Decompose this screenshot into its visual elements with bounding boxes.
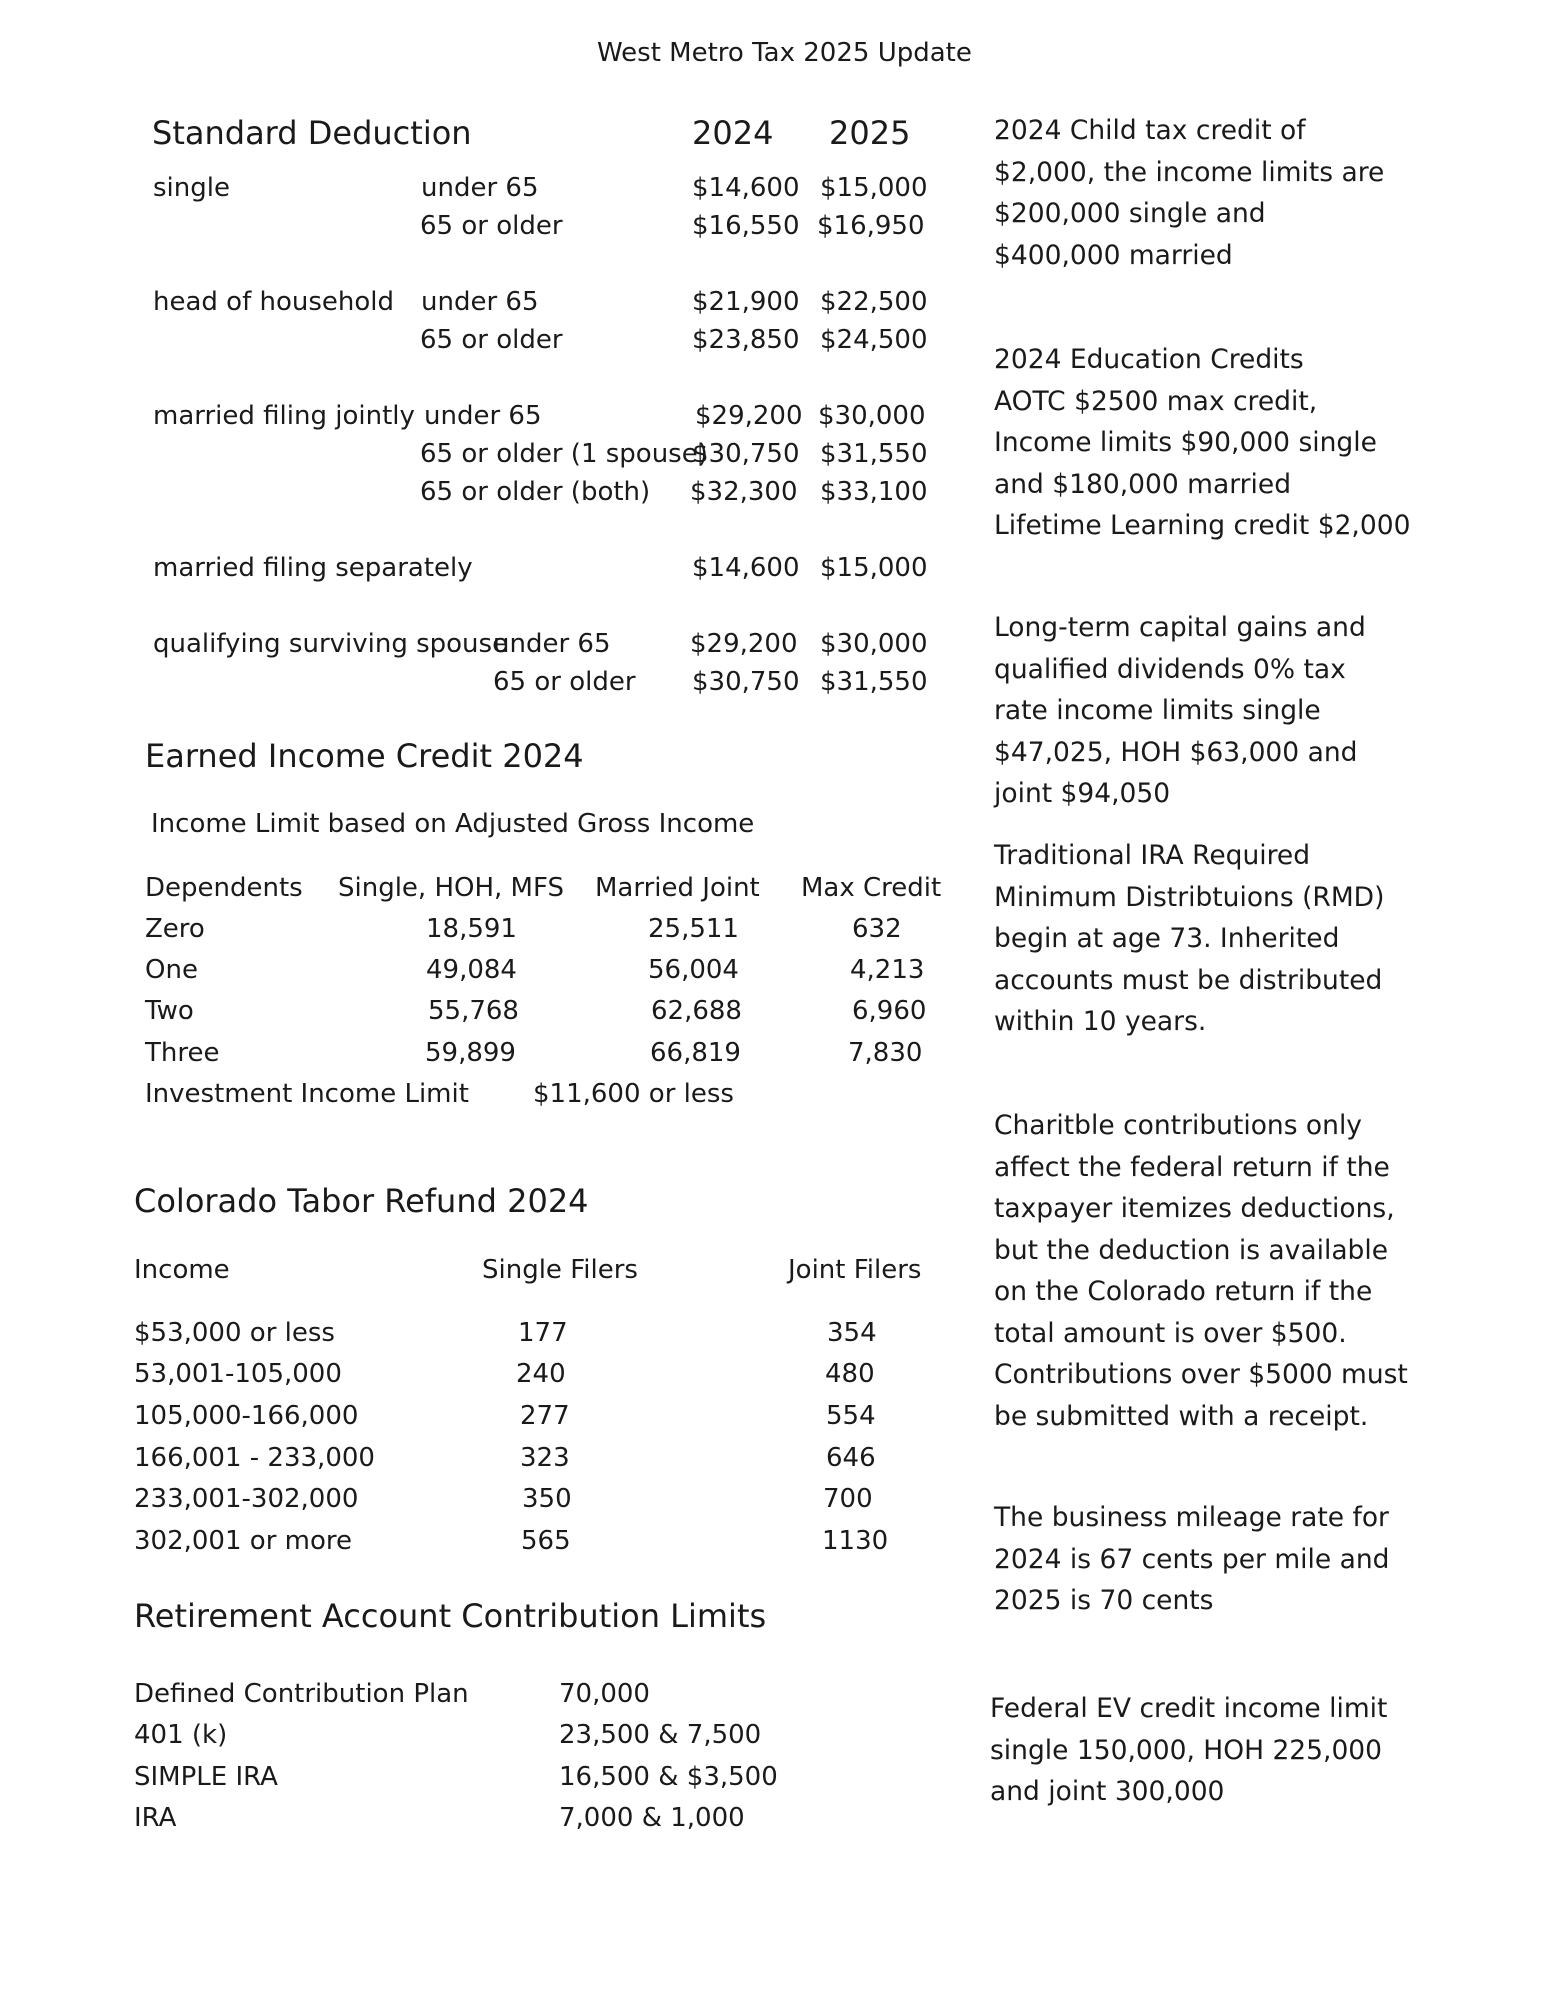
sd-age: 65 or older: [493, 667, 636, 697]
sd-value-2025: $22,500: [820, 287, 928, 317]
retirement-plan: 401 (k): [134, 1720, 228, 1750]
tabor-cell: 1130: [822, 1526, 889, 1556]
tabor-cell: $53,000 or less: [134, 1318, 335, 1348]
sd-value-2025: $15,000: [820, 173, 928, 203]
eic-cell: 55,768: [428, 996, 519, 1026]
charitable-note: Charitble contributions only affect the federal return if the taxpayer itemizes deductions, but the deduction is available on the Colorado return if the total amount is over $500. Contributions over $5000 must be submitted with a receipt.: [994, 1110, 1408, 1432]
retirement-plan: IRA: [134, 1803, 177, 1833]
tabor-cell: 302,001 or more: [134, 1526, 352, 1556]
sd-value-2024: $23,850: [692, 325, 800, 355]
tabor-cell: 554: [826, 1401, 876, 1431]
sd-age: under 65: [421, 173, 539, 203]
sd-value-2024: $32,300: [690, 477, 798, 507]
sd-age: under 65: [421, 287, 539, 317]
investment-income-value: $11,600 or less: [533, 1079, 734, 1109]
tabor-cell: 53,001-105,000: [134, 1359, 342, 1389]
eic-cell: Three: [145, 1038, 220, 1068]
eic-cell: 59,899: [425, 1038, 516, 1068]
sd-value-2025: $31,550: [820, 667, 928, 697]
retirement-plan: Defined Contribution Plan: [134, 1679, 469, 1709]
sd-status: married filing separately: [153, 553, 473, 583]
sd-age: 65 or older: [420, 211, 563, 241]
lifetime-learning-line: Lifetime Learning credit $2,000: [994, 510, 1411, 541]
sd-value-2024: $14,600: [692, 553, 800, 583]
tabor-cell: 177: [518, 1318, 568, 1348]
col-2025-header: 2025: [829, 114, 911, 152]
investment-income-label: Investment Income Limit: [145, 1079, 469, 1109]
sd-age: 65 or older: [420, 325, 563, 355]
capital-gains-note: Long-term capital gains and qualified dividends 0% tax rate income limits single $47,025, HOH $63,000 and joint $94,050: [994, 612, 1366, 809]
tabor-header-income: Income: [134, 1255, 230, 1285]
eic-cell: Two: [145, 996, 194, 1026]
retirement-limit: 70,000: [559, 1679, 650, 1709]
tabor-cell: 350: [522, 1484, 572, 1514]
tabor-cell: 240: [516, 1359, 566, 1389]
sd-status: married filing jointly: [153, 401, 415, 431]
sd-value-2024: $29,200: [695, 401, 803, 431]
eic-cell: 56,004: [648, 955, 739, 985]
sd-age: under 65: [424, 401, 542, 431]
eic-cell: 7,830: [848, 1038, 923, 1068]
sd-status: single: [153, 173, 230, 203]
eic-cell: 632: [852, 914, 902, 944]
eic-subheading: Income Limit based on Adjusted Gross Income: [151, 809, 755, 839]
eic-cell: 62,688: [651, 996, 742, 1026]
sd-value-2024: $16,550: [692, 211, 800, 241]
tabor-cell: 480: [825, 1359, 875, 1389]
sd-value-2025: $30,000: [820, 629, 928, 659]
sd-value-2025: $24,500: [820, 325, 928, 355]
eic-cell: 66,819: [650, 1038, 741, 1068]
retirement-limit: 7,000 & 1,000: [559, 1803, 745, 1833]
sd-status: qualifying surviving spouse: [153, 629, 509, 659]
col-2024-header: 2024: [692, 114, 774, 152]
aotc-line: AOTC $2500 max credit, Income limits $90,000 single and $180,000 married: [994, 385, 1377, 500]
sd-value-2025: $15,000: [820, 553, 928, 583]
sd-age: 65 or older (both): [420, 477, 651, 507]
tabor-cell: 354: [827, 1318, 877, 1348]
retirement-limit: 23,500 & 7,500: [559, 1720, 762, 1750]
eic-cell: Zero: [145, 914, 205, 944]
sd-value-2025: $30,000: [818, 401, 926, 431]
sd-value-2024: $30,750: [692, 667, 800, 697]
sd-value-2025: $31,550: [820, 439, 928, 469]
sd-age: 65 or older (1 spouse): [420, 439, 708, 469]
tabor-cell: 646: [826, 1443, 876, 1473]
eic-cell: 4,213: [850, 955, 925, 985]
education-credits-note: [994, 339, 1414, 547]
eic-header-single: Single, HOH, MFS: [338, 873, 564, 903]
ira-rmd-note: Traditional IRA Required Minimum Distribtuions (RMD) begin at age 73. Inherited accounts must be distributed within 10 years.: [994, 840, 1385, 1037]
eic-heading: Earned Income Credit 2024: [145, 737, 584, 775]
sd-value-2024: $29,200: [690, 629, 798, 659]
tabor-cell: 166,001 - 233,000: [134, 1443, 375, 1473]
child-tax-credit-note: 2024 Child tax credit of $2,000, the income limits are $200,000 single and $400,000 married: [994, 115, 1385, 271]
page-title: West Metro Tax 2025 Update: [597, 38, 972, 68]
tabor-cell: 700: [823, 1484, 873, 1514]
sd-value-2024: $30,750: [692, 439, 800, 469]
retirement-heading: Retirement Account Contribution Limits: [134, 1597, 767, 1635]
sd-value-2024: $14,600: [692, 173, 800, 203]
eic-header-married: Married Joint: [595, 873, 760, 903]
eic-header-max-credit: Max Credit: [801, 873, 942, 903]
eic-header-dependents: Dependents: [145, 873, 303, 903]
tabor-cell: 565: [521, 1526, 571, 1556]
ev-credit-note: Federal EV credit income limit single 150,000, HOH 225,000 and joint 300,000: [990, 1693, 1388, 1807]
tabor-header-single: Single Filers: [482, 1255, 638, 1285]
education-credits-title: 2024 Education Credits: [994, 344, 1304, 375]
retirement-plan: SIMPLE IRA: [134, 1762, 278, 1792]
tabor-cell: 105,000-166,000: [134, 1401, 359, 1431]
mileage-note: The business mileage rate for 2024 is 67 cents per mile and 2025 is 70 cents: [994, 1502, 1390, 1616]
retirement-limit: 16,500 & $3,500: [559, 1762, 778, 1792]
sd-value-2025: $33,100: [820, 477, 928, 507]
standard-deduction-heading: Standard Deduction: [152, 114, 472, 152]
eic-cell: 6,960: [852, 996, 927, 1026]
eic-cell: 18,591: [426, 914, 517, 944]
tabor-heading: Colorado Tabor Refund 2024: [134, 1182, 589, 1220]
tabor-cell: 233,001-302,000: [134, 1484, 359, 1514]
eic-cell: 49,084: [426, 955, 517, 985]
tabor-header-joint: Joint Filers: [788, 1255, 922, 1285]
tabor-cell: 277: [520, 1401, 570, 1431]
sd-value-2025: $16,950: [817, 211, 925, 241]
sd-age: under 65: [493, 629, 611, 659]
sd-value-2024: $21,900: [692, 287, 800, 317]
tabor-cell: 323: [520, 1443, 570, 1473]
eic-cell: One: [145, 955, 198, 985]
sd-status: head of household: [153, 287, 395, 317]
eic-cell: 25,511: [648, 914, 739, 944]
